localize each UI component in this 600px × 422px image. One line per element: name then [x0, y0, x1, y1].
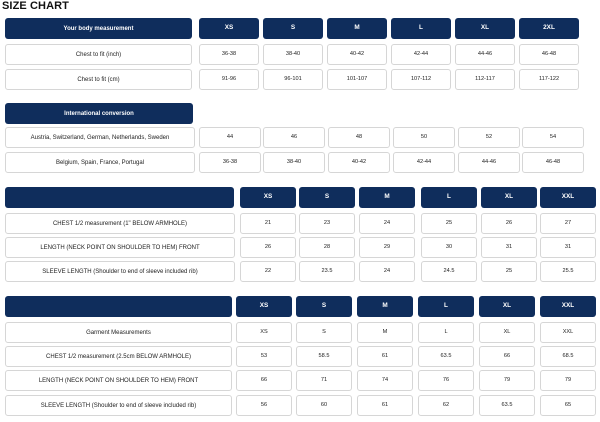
size-header-l: L	[391, 18, 451, 39]
size-header-xs: XS	[240, 187, 296, 208]
table-cell: 117-122	[519, 69, 579, 90]
table-cell: 23	[299, 213, 355, 234]
table-cell: 46	[263, 127, 325, 148]
row-label: Chest to fit (inch)	[5, 44, 192, 65]
table-cell: 22	[240, 261, 296, 282]
size-header-s: S	[263, 18, 323, 39]
size-header-l: L	[418, 296, 474, 317]
table-cell: 71	[296, 370, 352, 391]
row-label: Belgium, Spain, France, Portugal	[5, 152, 195, 173]
table-cell: 42-44	[391, 44, 451, 65]
table-cell: 46-48	[522, 152, 584, 173]
table-cell: 40-42	[327, 44, 387, 65]
table-cell: 48	[328, 127, 390, 148]
table-header-label: International conversion	[5, 103, 193, 124]
row-label: Chest to fit (cm)	[5, 69, 192, 90]
table-cell: M	[357, 322, 413, 343]
table-cell: 63.5	[479, 395, 535, 416]
table-cell: 61	[357, 346, 413, 367]
table-cell: XL	[479, 322, 535, 343]
table-cell: 101-107	[327, 69, 387, 90]
table-cell: S	[296, 322, 352, 343]
table-cell: 30	[421, 237, 477, 258]
table-cell: 44	[199, 127, 261, 148]
table-cell: 27	[540, 213, 596, 234]
table-cell: 107-112	[391, 69, 451, 90]
row-label: Austria, Switzerland, German, Netherlands, Sweden	[5, 127, 195, 148]
size-header-m: M	[359, 187, 415, 208]
table-cell: 38-40	[263, 152, 325, 173]
row-label: LENGTH (NECK POINT ON SHOULDER TO HEM) FRONT	[5, 237, 235, 258]
table-cell: 79	[479, 370, 535, 391]
table-cell: 66	[236, 370, 292, 391]
table-cell: XXL	[540, 322, 596, 343]
table-cell: 31	[540, 237, 596, 258]
table-header-label	[5, 296, 232, 317]
table-cell: 42-44	[393, 152, 455, 173]
table-cell: 50	[393, 127, 455, 148]
table-cell: 31	[481, 237, 537, 258]
table-cell: 61	[357, 395, 413, 416]
size-header-xxl: XXL	[540, 187, 596, 208]
size-header-m: M	[327, 18, 387, 39]
table-cell: 65	[540, 395, 596, 416]
table-cell: 44-46	[458, 152, 520, 173]
table-cell: L	[418, 322, 474, 343]
size-header-xs: XS	[199, 18, 259, 39]
table-cell: 24	[359, 213, 415, 234]
table-cell: 79	[540, 370, 596, 391]
page-title: SIZE CHART	[2, 0, 69, 12]
table-cell: 24.5	[421, 261, 477, 282]
size-header-2xl: 2XL	[519, 18, 579, 39]
table-cell: 96-101	[263, 69, 323, 90]
table-cell: 76	[418, 370, 474, 391]
table-cell: 46-48	[519, 44, 579, 65]
table-cell: 62	[418, 395, 474, 416]
size-header-m: M	[357, 296, 413, 317]
row-label: SLEEVE LENGTH (Shoulder to end of sleeve included rib)	[5, 395, 232, 416]
table-cell: 23.5	[299, 261, 355, 282]
table-header-label: Your body measurement	[5, 18, 192, 39]
size-header-l: L	[421, 187, 477, 208]
table-cell: 40-42	[328, 152, 390, 173]
table-cell: XS	[236, 322, 292, 343]
table-cell: 68.5	[540, 346, 596, 367]
table-cell: 25	[421, 213, 477, 234]
size-header-xl: XL	[479, 296, 535, 317]
table-cell: 26	[240, 237, 296, 258]
table-cell: 24	[359, 261, 415, 282]
row-label: SLEEVE LENGTH (Shoulder to end of sleeve included rib)	[5, 261, 235, 282]
table-cell: 38-40	[263, 44, 323, 65]
row-label: LENGTH (NECK POINT ON SHOULDER TO HEM) FRONT	[5, 370, 232, 391]
table-cell: 36-38	[199, 44, 259, 65]
table-cell: 26	[481, 213, 537, 234]
table-cell: 21	[240, 213, 296, 234]
size-header-xl: XL	[455, 18, 515, 39]
table-cell: 53	[236, 346, 292, 367]
table-cell: 112-117	[455, 69, 515, 90]
table-cell: 36-38	[199, 152, 261, 173]
size-header-xs: XS	[236, 296, 292, 317]
row-label: Garment Measurements	[5, 322, 232, 343]
table-cell: 63.5	[418, 346, 474, 367]
table-cell: 28	[299, 237, 355, 258]
table-cell: 25	[481, 261, 537, 282]
table-cell: 29	[359, 237, 415, 258]
size-header-s: S	[299, 187, 355, 208]
table-cell: 56	[236, 395, 292, 416]
row-label: CHEST 1/2 measurement (1" BELOW ARMHOLE)	[5, 213, 235, 234]
table-cell: 54	[522, 127, 584, 148]
table-cell: 52	[458, 127, 520, 148]
table-cell: 60	[296, 395, 352, 416]
size-header-s: S	[296, 296, 352, 317]
table-cell: 66	[479, 346, 535, 367]
size-header-xl: XL	[481, 187, 537, 208]
table-cell: 74	[357, 370, 413, 391]
size-header-xxl: XXL	[540, 296, 596, 317]
table-cell: 25.5	[540, 261, 596, 282]
table-cell: 91-96	[199, 69, 259, 90]
table-cell: 44-46	[455, 44, 515, 65]
table-cell: 58.5	[296, 346, 352, 367]
row-label: CHEST 1/2 measurement (2.5cm BELOW ARMHOLE)	[5, 346, 232, 367]
